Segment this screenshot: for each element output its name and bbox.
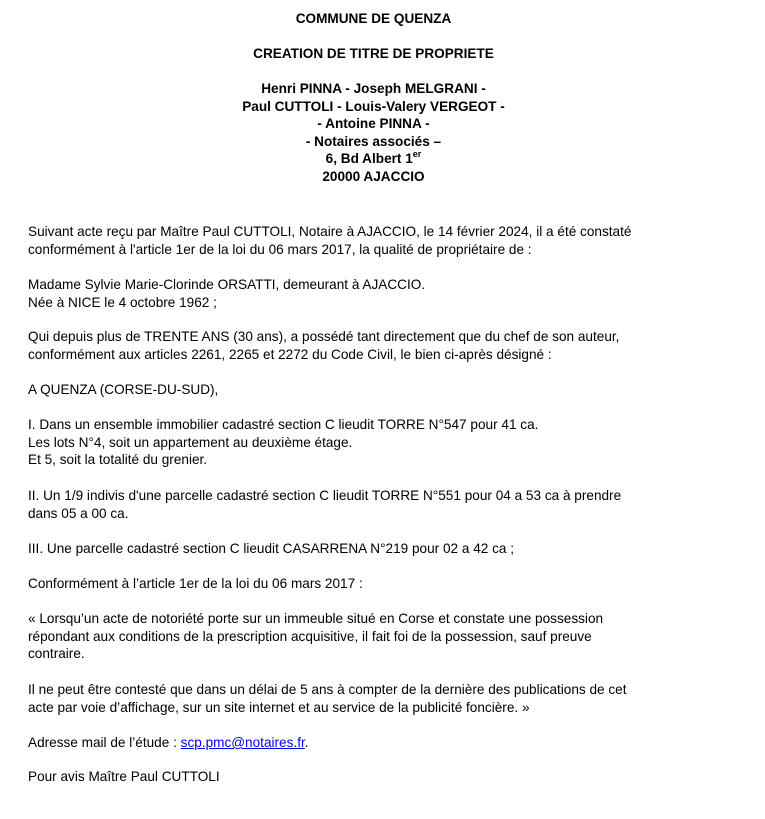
- paragraph-line: A QUENZA (CORSE-DU-SUD),: [28, 382, 219, 397]
- email-prefix: Adresse mail de l’étude :: [28, 735, 181, 750]
- notaries-address-street: [0, 150, 747, 168]
- document-title: [0, 10, 747, 28]
- paragraph-line: répondant aux conditions de la prescription acquisitive, il fait foi de la possession, sauf preuve: [28, 628, 592, 644]
- paragraph-lot-1: [28, 416, 728, 469]
- email-line: [28, 734, 728, 752]
- notaries-line-2: Paul CUTTOLI - Louis-Valery VERGEOT -: [242, 98, 505, 114]
- notaries-address-city: 20000 AJACCIO: [322, 168, 425, 184]
- email-link[interactable]: scp.pmc@notaires.fr: [180, 735, 305, 750]
- commune-title: COMMUNE DE QUENZA: [295, 11, 452, 26]
- paragraph-quote: [28, 610, 728, 663]
- paragraph-line: dans 05 a 00 ca.: [28, 505, 129, 521]
- procedure-title: CREATION DE TITRE DE PROPRIETE: [253, 46, 494, 61]
- paragraph-line: Née à NICE le 4 octobre 1962 ;: [28, 294, 217, 310]
- notaries-block: [0, 80, 747, 185]
- paragraph-line: Conformément à l’article 1er de la loi du 06 mars 2017 :: [28, 576, 363, 591]
- street-text: 6, Bd Albert 1: [325, 151, 413, 166]
- paragraph-line: Suivant acte reçu par Maître Paul CUTTOLI, Notaire à AJACCIO, le 14 février 2024, il a été constaté: [28, 224, 632, 239]
- notaries-line-3: - Antoine PINNA -: [317, 116, 430, 131]
- paragraph-lot-3: [28, 540, 728, 558]
- paragraph-line: III. Une parcelle cadastré section C lieudit CASARRENA N°219 pour 02 a 42 ca ;: [28, 541, 514, 556]
- paragraph-line: Qui depuis plus de TRENTE ANS (30 ans), a possédé tant directement que du chef de son auteur,: [28, 329, 620, 344]
- paragraph-line: Et 5, soit la totalité du grenier.: [28, 452, 208, 467]
- paragraph-email: [28, 734, 728, 752]
- paragraph-line: I. Dans un ensemble immobilier cadastré section C lieudit TORRE N°547 pour 41 ca.: [28, 417, 539, 432]
- paragraph-possession: [28, 328, 728, 363]
- signature-line: Pour avis Maître Paul CUTTOLI: [28, 769, 220, 784]
- street-superscript: er: [412, 149, 422, 159]
- paragraph-law: [28, 575, 728, 593]
- paragraph-line: Il ne peut être contesté que dans un délai de 5 ans à compter de la dernière des publications de cet: [28, 682, 627, 697]
- paragraph-act: [28, 223, 728, 258]
- document-subtitle: [0, 45, 747, 63]
- email-suffix: .: [304, 735, 309, 750]
- notaries-line-1: Henri PINNA - Joseph MELGRANI -: [261, 81, 486, 96]
- paragraph-line: conformément aux articles 2261, 2265 et 2272 du Code Civil, le bien ci-après désigné :: [28, 346, 552, 362]
- paragraph-line: conformément à l'article 1er de la loi du 06 mars 2017, la qualité de propriétaire de :: [28, 241, 532, 257]
- paragraph-line: « Lorsqu’un acte de notoriété porte sur un immeuble situé en Corse et constate une possession: [28, 611, 604, 626]
- paragraph-line: contraire.: [28, 646, 85, 661]
- paragraph-line: Les lots N°4, soit un appartement au deuxième étage.: [28, 434, 353, 450]
- paragraph-line: Madame Sylvie Marie-Clorinde ORSATTI, demeurant à AJACCIO.: [28, 277, 426, 292]
- paragraph-line: II. Un 1/9 indivis d'une parcelle cadastré section C lieudit TORRE N°551 pour 04 a 53 ca à prendre: [28, 488, 622, 503]
- paragraph-owner: [28, 276, 728, 311]
- paragraph-contest: [28, 681, 728, 716]
- paragraph-lot-2: [28, 487, 728, 522]
- paragraph-line: acte par voie d’affichage, sur un site internet et au service de la publicité foncière. »: [28, 699, 530, 715]
- notaries-line-4: - Notaires associés –: [305, 133, 442, 149]
- paragraph-signature: [28, 768, 728, 786]
- paragraph-location: [28, 381, 728, 399]
